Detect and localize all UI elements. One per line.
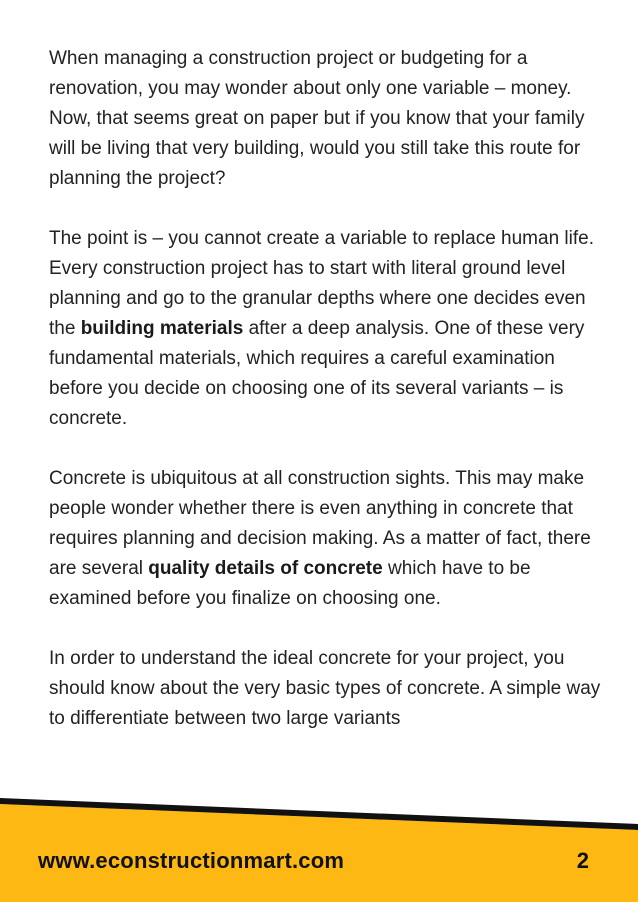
paragraph-3-text-start: Concrete is ubiquitous at all construction sights. This may make people wonder whether there is even anything in concrete that requires planning and decision making. As a matter of fact, there are several (49, 468, 591, 579)
paragraph-3 (49, 464, 609, 614)
article-body (49, 44, 609, 764)
bold-phrase-building-materials: building materials (80, 318, 244, 339)
paragraph-2 (49, 224, 609, 434)
paragraph-3-text-end: which have to be examined before you finalize on choosing one. (49, 558, 531, 609)
paragraph-4: In order to understand the ideal concrete for your project, you should know about the very basic types of concrete. A simple way to differentiate between two large variants (49, 648, 601, 729)
bold-phrase-quality-details: quality details of concrete (148, 558, 383, 579)
paragraph-1: When managing a construction project or budgeting for a renovation, you may wonder about only one variable – money. Now, that seems great on paper but if you know that your family will be living that very building, would you still take this route for planning the project? (49, 48, 585, 189)
paragraph-2-text-end: after a deep analysis. One of these very fundamental materials, which requires a careful examination before you decide on choosing one of its several variants – is concrete. (49, 318, 585, 429)
footer-website-link[interactable]: www.econstructionmart.com (38, 848, 345, 873)
page-number: 2 (576, 848, 589, 873)
paragraph-2-text-start: The point is – you cannot create a variable to replace human life. Every construction project has to start with literal ground level planning and go to the granular depths where one decides even the (49, 228, 594, 339)
footer-band (0, 790, 638, 902)
